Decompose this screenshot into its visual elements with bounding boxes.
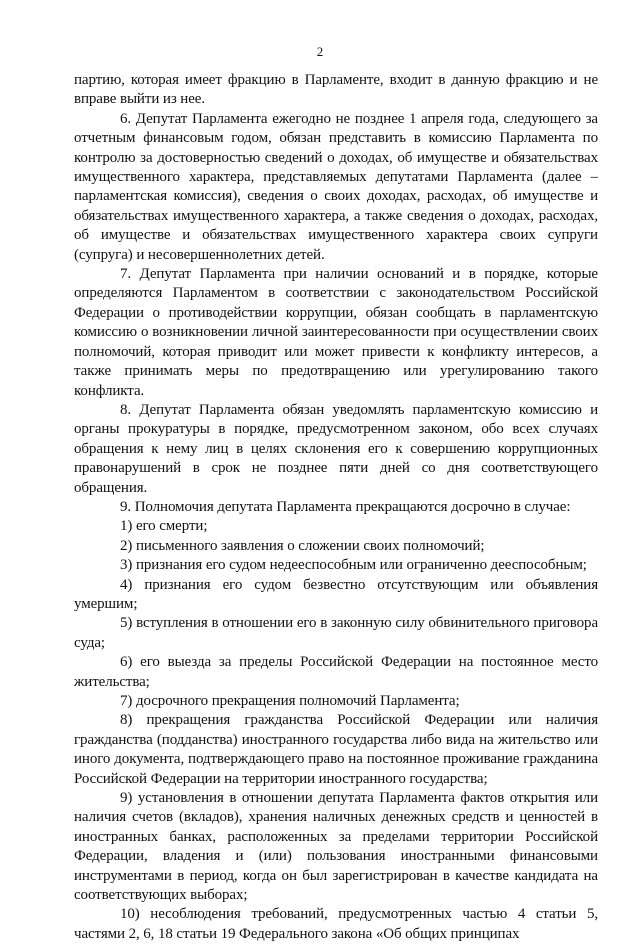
paragraph-item-6: 6. Депутат Парламента ежегодно не позднее 1 апреля года, следующего за отчетным финансовым годом, обязан представить в комиссию Парламента по контролю за достоверностью сведений о доходах, об имуществе и обязательствах имущественного характера, представляемых депутатами Парламента (далее – парламентская комиссия), сведения о своих доходах, расходах, об имуществе и обязательствах имущественного характера, а также сведения о доходах, расходах, об имуществе и обязательствах имущественного характера своих супруги (супруга) и несовершеннолетних детей. (74, 110, 598, 263)
list-item-7: 7) досрочного прекращения полномочий Парламента; (120, 693, 460, 709)
list-item-9: 9) установления в отношении депутата Парламента фактов открытия или наличия счетов (вкладов), хранения наличных денежных средств и ценностей в иностранных банках, расположенных за пределами территории Российской Федерации, владения и (или) пользования иностранными финансовыми инструментами в период, когда он был зарегистрирован в качестве кандидата на соответствующих выборах; (74, 790, 598, 904)
list-item-5: 5) вступления в отношении его в законную силу обвинительного приговора суда; (74, 615, 598, 651)
paragraph-item-8: 8. Депутат Парламента обязан уведомлять парламентскую комиссию и органы прокуратуры в порядке, предусмотренном законом, обо всех случаях обращения к нему лиц в целях склонения его к совершению коррупционных правонарушений в срок не позднее пяти дней со дня соответствующего обращения. (74, 401, 598, 496)
paragraph-item-7: 7. Депутат Парламента при наличии оснований и в порядке, которые определяются Парламентом в соответствии с законодательством Российской Федерации о противодействии коррупции, обязан сообщать в парламентскую комиссию о возникновении личной заинтересованности при осуществлении своих полномочий, которая приводит или может привести к конфликту интересов, а также принимать меры по предотвращению или урегулированию такого конфликта. (74, 266, 598, 399)
list-item-1: 1) его смерти; (120, 518, 208, 535)
paragraph-item-9: 9. Полномочия депутата Парламента прекращаются досрочно в случае: (120, 498, 571, 515)
document-body (74, 71, 598, 944)
list-item-3: 3) признания его судом недееспособным или ограниченно дееспособным; (120, 557, 587, 574)
page-number: 2 (316, 44, 324, 59)
list-item-10: 10) несоблюдения требований, предусмотренных частью 4 статьи 5, частями 2, 6, 18 статьи 19 Федерального закона «Об общих принципах (74, 906, 598, 942)
list-item-6: 6) его выезда за пределы Российской Федерации на постоянное место жительства; (74, 654, 598, 690)
list-item-2: 2) письменного заявления о сложении своих полномочий; (120, 537, 485, 554)
list-item-8: 8) прекращения гражданства Российской Федерации или наличия гражданства (подданства) иностранного государства либо вида на жительство или иного документа, подтверждающего право на постоянное проживание гражданина Российской Федерации на территории иностранного государства; (74, 712, 598, 787)
paragraph-continuation: партию, которая имеет фракцию в Парламенте, входит в данную фракцию и не вправе выйти из нее. (74, 72, 598, 108)
list-item-4: 4) признания его судом безвестно отсутствующим или объявления умершим; (74, 576, 598, 612)
